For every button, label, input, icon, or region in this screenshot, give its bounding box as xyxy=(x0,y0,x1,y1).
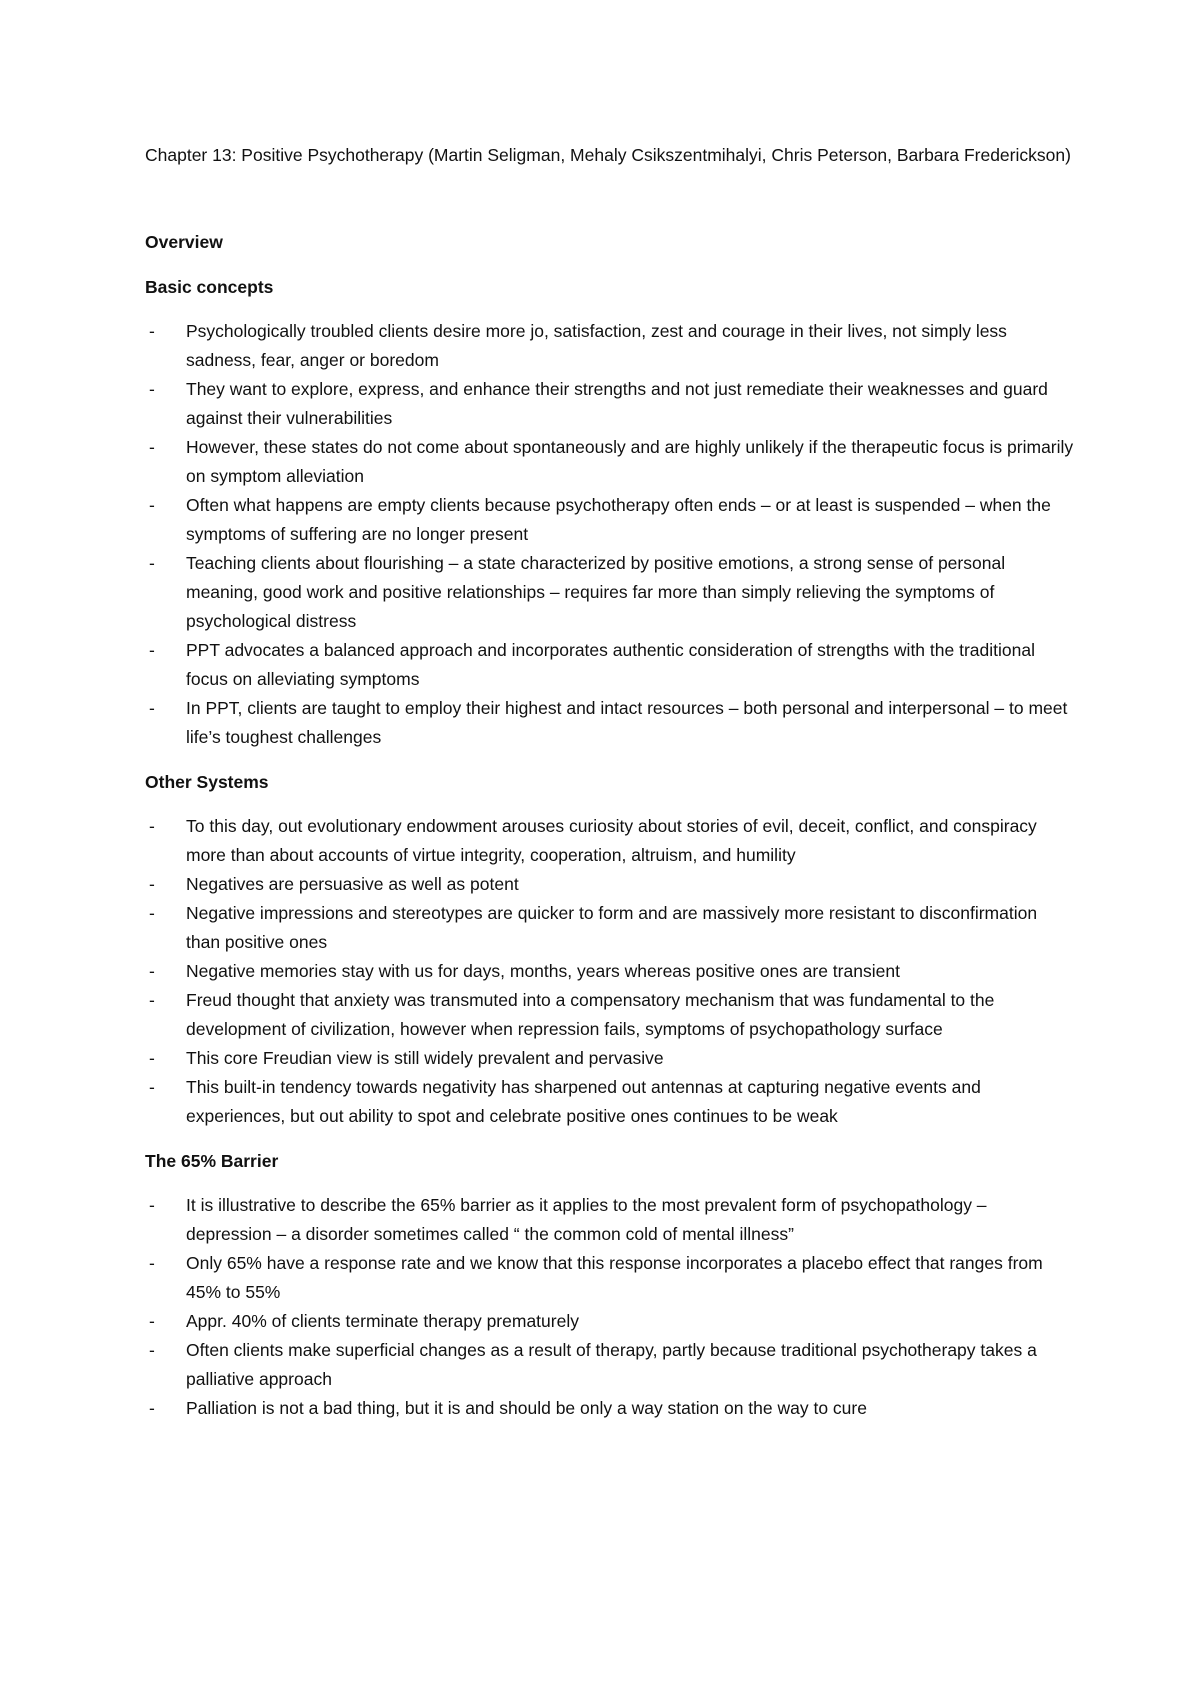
bullet-dash: - xyxy=(149,698,155,718)
bullet-text: Psychologically troubled clients desire more jo, satisfaction, zest and courage in their lives, not simply less sadness, fear, anger or boredom xyxy=(186,321,1007,370)
bullet-dash: - xyxy=(149,903,155,923)
list-item xyxy=(145,1249,1075,1307)
bullet-dash: - xyxy=(149,1077,155,1097)
bullet-dash: - xyxy=(149,1311,155,1331)
bullet-text: Freud thought that anxiety was transmuted into a compensatory mechanism that was fundamental to the development of civilization, however when repression fails, symptoms of psychopathology surface xyxy=(186,990,995,1039)
bullet-list-65-barrier xyxy=(145,1191,1075,1423)
list-item xyxy=(145,375,1075,433)
list-item xyxy=(145,549,1075,636)
document-page xyxy=(145,141,1075,1423)
bullet-dash: - xyxy=(149,321,155,341)
bullet-text: This built-in tendency towards negativity has sharpened out antennas at capturing negative events and experiences, but out ability to spot and celebrate positive ones continues to be weak xyxy=(186,1077,981,1126)
bullet-dash: - xyxy=(149,990,155,1010)
bullet-dash: - xyxy=(149,1398,155,1418)
bullet-dash: - xyxy=(149,816,155,836)
list-item xyxy=(145,317,1075,375)
bullet-text: Appr. 40% of clients terminate therapy prematurely xyxy=(186,1311,579,1331)
bullet-text: Often what happens are empty clients because psychotherapy often ends – or at least is suspended – when the symptoms of suffering are no longer present xyxy=(186,495,1051,544)
bullet-text: Negative memories stay with us for days, months, years whereas positive ones are transient xyxy=(186,961,900,981)
bullet-dash: - xyxy=(149,1253,155,1273)
document-title: Chapter 13: Positive Psychotherapy (Martin Seligman, Mehaly Csikszentmihalyi, Chris Peterson, Barbara Frederickson) xyxy=(145,145,1071,165)
bullet-text: They want to explore, express, and enhance their strengths and not just remediate their weaknesses and guard against their vulnerabilities xyxy=(186,379,1048,428)
bullet-text: Negative impressions and stereotypes are quicker to form and are massively more resistant to disconfirmation than positive ones xyxy=(186,903,1038,952)
section-heading-65-barrier: The 65% Barrier xyxy=(145,1151,279,1171)
list-item xyxy=(145,694,1075,752)
list-item xyxy=(145,986,1075,1044)
bullet-text: However, these states do not come about spontaneously and are highly unlikely if the therapeutic focus is primarily on symptom alleviation xyxy=(186,437,1074,486)
bullet-dash: - xyxy=(149,640,155,660)
bullet-text: Palliation is not a bad thing, but it is and should be only a way station on the way to cure xyxy=(186,1398,867,1418)
list-item xyxy=(145,870,1075,899)
bullet-text: PPT advocates a balanced approach and incorporates authentic consideration of strengths with the traditional focus on alleviating symptoms xyxy=(186,640,1035,689)
bullet-text: Negatives are persuasive as well as potent xyxy=(186,874,519,894)
bullet-text: In PPT, clients are taught to employ their highest and intact resources – both personal and interpersonal – to meet life’s toughest challenges xyxy=(186,698,1068,747)
list-item xyxy=(145,636,1075,694)
list-item xyxy=(145,957,1075,986)
bullet-text: This core Freudian view is still widely prevalent and pervasive xyxy=(186,1048,664,1068)
bullet-dash: - xyxy=(149,495,155,515)
bullet-dash: - xyxy=(149,1195,155,1215)
bullet-dash: - xyxy=(149,961,155,981)
list-item xyxy=(145,1394,1075,1423)
bullet-dash: - xyxy=(149,379,155,399)
list-item xyxy=(145,433,1075,491)
bullet-text: Often clients make superficial changes as a result of therapy, partly because traditional psychotherapy takes a palliative approach xyxy=(186,1340,1037,1389)
list-item xyxy=(145,1191,1075,1249)
bullet-text: To this day, out evolutionary endowment arouses curiosity about stories of evil, deceit, conflict, and conspiracy more than about accounts of virtue integrity, cooperation, altruism, and humility xyxy=(186,816,1037,865)
bullet-text: Teaching clients about flourishing – a state characterized by positive emotions, a strong sense of personal meaning, good work and positive relationships – requires far more than simply relieving the symptoms of psychological distress xyxy=(186,553,1006,631)
list-item xyxy=(145,1044,1075,1073)
bullet-dash: - xyxy=(149,1340,155,1360)
list-item xyxy=(145,1073,1075,1131)
section-heading-other-systems: Other Systems xyxy=(145,772,269,792)
bullet-text: It is illustrative to describe the 65% barrier as it applies to the most prevalent form of psychopathology – depression – a disorder sometimes called “ the common cold of mental illness” xyxy=(186,1195,987,1244)
bullet-list-other-systems xyxy=(145,812,1075,1131)
bullet-dash: - xyxy=(149,437,155,457)
list-item xyxy=(145,812,1075,870)
list-item xyxy=(145,1336,1075,1394)
bullet-text: Only 65% have a response rate and we know that this response incorporates a placebo effect that ranges from 45% to 55% xyxy=(186,1253,1043,1302)
bullet-dash: - xyxy=(149,553,155,573)
bullet-list-basic-concepts xyxy=(145,317,1075,752)
list-item xyxy=(145,899,1075,957)
bullet-dash: - xyxy=(149,874,155,894)
section-heading-basic-concepts: Basic concepts xyxy=(145,277,274,297)
overview-heading: Overview xyxy=(145,232,223,252)
list-item xyxy=(145,1307,1075,1336)
bullet-dash: - xyxy=(149,1048,155,1068)
list-item xyxy=(145,491,1075,549)
